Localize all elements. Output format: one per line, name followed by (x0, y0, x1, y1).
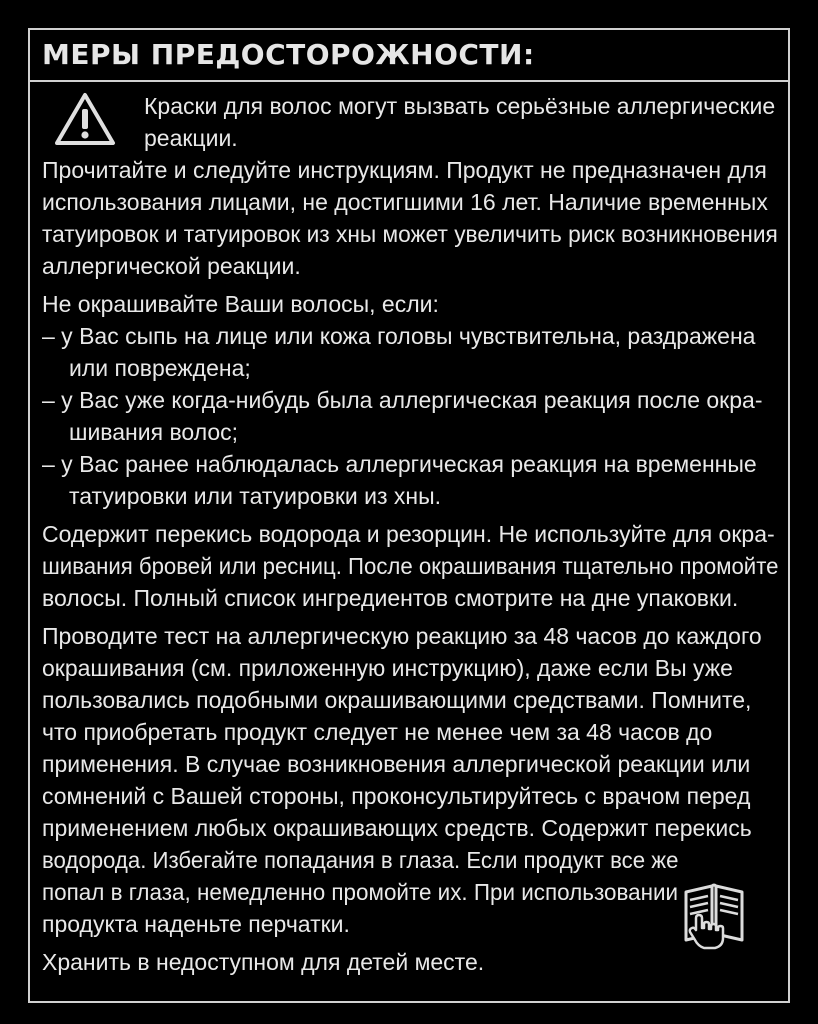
paragraph-instructions (42, 154, 778, 282)
text-line: аллергической реакции. (42, 253, 301, 279)
paragraph-ingredients (42, 518, 779, 614)
allergy-warning-row (42, 82, 776, 151)
text-line: Не окрашивайте Ваши волосы, если: (42, 291, 439, 317)
list-item-line: – у Вас уже когда-нибудь была аллергическая реакция после окра- (42, 387, 763, 413)
text-line: применения. В случае возникновения аллергической реакции или (42, 751, 751, 777)
text-line: Прочитайте и следуйте инструкциям. Продукт не предназначен для (42, 157, 767, 183)
list-item-line: татуировки или татуировки из хны. (69, 483, 442, 509)
list-item-line: – у Вас ранее наблюдалась аллергическая реакция на временные (42, 451, 757, 477)
list-item-line: или повреждена; (69, 355, 251, 381)
list-item-line: шивания волос; (69, 419, 239, 445)
text-line: что приобретать продукт следует не менее чем за 48 часов до (42, 719, 713, 745)
text-line: Проводите тест на аллергическую реакцию за 48 часов до каждого (42, 623, 762, 649)
warning-line: Краски для волос могут вызвать серьёзные аллергические (144, 93, 776, 119)
text-line: применением любых окрашивающих средств. Содержит перекись (42, 815, 752, 841)
allergy-warning-text (144, 90, 784, 154)
text-line: сомнений с Вашей стороны, проконсультируйтесь с врачом перед (42, 783, 751, 809)
precautions-panel (28, 28, 790, 1003)
precautions-body (30, 82, 788, 978)
instruction-manual-icon (682, 882, 746, 950)
warning-line: реакции. (144, 125, 238, 151)
text-line: попал в глаза, немедленно промойте их. При использовании (42, 879, 679, 905)
text-line: Содержит перекись водорода и резорцин. Не используйте для окра- (42, 521, 775, 547)
text-line: водорода. Избегайте попадания в глаза. Если продукт все же (42, 847, 679, 873)
text-line: татуировок и татуировок из хны может увеличить риск возникновения (42, 221, 778, 247)
paragraph-storage (42, 946, 774, 978)
text-line: волосы. Полный список ингредиентов смотрите на дне упаковки. (42, 585, 739, 611)
warning-triangle-icon (54, 92, 116, 146)
text-line: Хранить в недоступном для детей месте. (42, 949, 485, 975)
precautions-header (30, 30, 788, 82)
precautions-title: МЕРЫ ПРЕДОСТОРОЖНОСТИ: (42, 38, 535, 71)
text-line: пользовались подобными окрашивающими средствами. Помните, (42, 687, 752, 713)
text-line: шивания бровей или ресниц. После окрашивания тщательно промойте (42, 553, 779, 579)
paragraph-do-not-dye (42, 288, 774, 512)
text-line: использования лицами, не достигшими 16 лет. Наличие временных (42, 189, 768, 215)
text-line: окрашивания (см. приложенную инструкцию), даже если Вы уже (42, 655, 733, 681)
list-item-line: – у Вас сыпь на лице или кожа головы чувствительна, раздражена (42, 323, 756, 349)
paragraph-allergy-test (42, 620, 774, 940)
text-line: продукта наденьте перчатки. (42, 911, 350, 937)
